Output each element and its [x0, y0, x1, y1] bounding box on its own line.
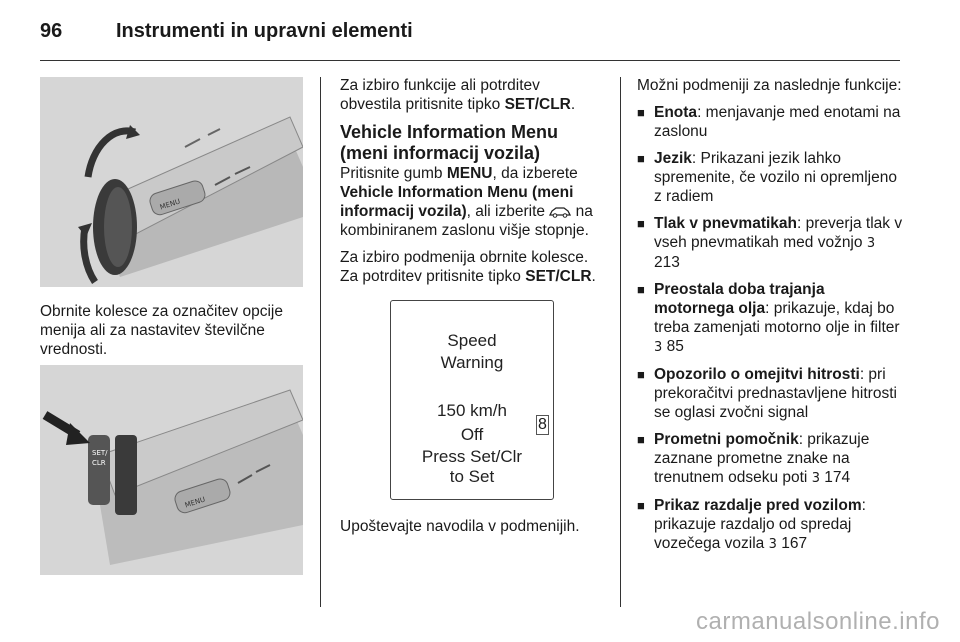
header-rule	[40, 60, 900, 61]
display-line-toset: to Set	[449, 467, 495, 486]
submenu-item-text: : Prikazani jezik lahko spremenite, če vozilo ni opremljeno z radiem	[654, 150, 897, 205]
page-ref-icon: 3	[654, 340, 663, 355]
submenu-item	[637, 214, 905, 272]
submenu-item	[637, 365, 905, 422]
submenu-paragraph: Za izbiro podmenija obrnite kolesce. Za potrditev pritisnite tipko SET/CLR.	[340, 249, 596, 285]
submenu-note	[340, 517, 605, 544]
submenu-item	[637, 149, 905, 206]
submenu-item-text: : pri prekoračitvi prednastavljene hitrosti se oglasi zvočni signal	[654, 366, 897, 421]
display-line-off: Off	[460, 425, 484, 444]
display-line-press: Press Set/Clr	[421, 447, 523, 466]
display-line-warning: Warning	[440, 353, 504, 372]
column-divider-2	[620, 77, 621, 607]
submenu-item-text: : prikazuje, kdaj bo treba zamenjati motorno olje in filter	[654, 300, 900, 336]
stalk-button-illustration	[40, 365, 303, 575]
menu-label-1: MENU	[158, 197, 182, 212]
menu-label-2: MENU	[183, 495, 207, 510]
submenu-item-term: Preostala doba trajanja motornega olja	[654, 281, 825, 317]
clr-label-2: CLR	[92, 459, 106, 467]
page-ref-number: 85	[666, 338, 684, 355]
submenu-item-term: Enota	[654, 104, 698, 121]
footer-watermark: carmanualsonline.info	[696, 608, 940, 635]
caption-column-1	[40, 302, 305, 367]
submenu-item-term: Prometni pomočnik	[654, 431, 799, 448]
display-side-mark: 8	[538, 416, 547, 433]
submenu-item-text: : preverja tlak v vseh pnevmatikah med vožnjo	[654, 215, 903, 251]
submenu-item-term: Jezik	[654, 150, 692, 167]
submenu-item-term: Tlak v pnevmatikah	[654, 215, 798, 232]
submenu-list	[637, 103, 905, 554]
submenu-item	[637, 103, 905, 141]
submenu-note-text: Upoštevajte navodila v podmenijih.	[340, 518, 580, 535]
page-ref-number: 167	[781, 535, 808, 552]
wheel-caption: Obrnite kolesce za označitev opcije menija ali za nastavitev številčne vrednosti.	[40, 303, 283, 358]
car-icon	[549, 206, 571, 218]
text-column-3	[637, 76, 905, 562]
display-line-value: 150 km/h	[437, 401, 507, 420]
page-number: 96	[40, 20, 63, 42]
submenu-item	[637, 496, 905, 554]
display-line-speed: Speed	[447, 331, 497, 350]
menu-paragraph: Pritisnite gumb MENU, da izberete Vehicle Information Menu (meni informacij vozila), ali izberite na kombiniranem zaslonu višje stopnje.	[340, 165, 593, 239]
submenu-item-text: : menjavanje med enotami na zaslonu	[654, 104, 901, 140]
submenu-item-text: : prikazuje razdaljo od spredaj vozečega vozila	[654, 497, 866, 552]
submenu-item	[637, 280, 905, 357]
column-divider-1	[320, 77, 321, 607]
select-paragraph: Za izbiro funkcije ali potrditev obvestila pritisnite tipko SET/CLR.	[340, 77, 576, 113]
page-title: Instrumenti in upravni elementi	[116, 20, 413, 42]
stalk-button-image	[40, 365, 303, 575]
section-heading: Vehicle Information Menu (meni informacij vozila)	[340, 122, 559, 163]
stalk-wheel-illustration	[40, 77, 303, 287]
set-label-2: SET/	[92, 449, 108, 457]
submenu-item-term: Prikaz razdalje pred vozilom	[654, 497, 862, 514]
submenu-item-text: : prikazuje zaznane prometne znake na trenutnem odseku poti	[654, 431, 870, 486]
submenu-intro: Možni podmeniji za naslednje funkcije:	[637, 77, 902, 94]
page-ref-icon: 3	[768, 537, 777, 552]
page-ref-number: 213	[654, 254, 680, 271]
page-ref-icon: 3	[811, 471, 820, 486]
speed-warning-display	[390, 300, 554, 500]
page-ref-icon: 3	[866, 236, 876, 251]
page-ref-number: 174	[824, 469, 851, 486]
submenu-item	[637, 430, 905, 488]
stalk-wheel-image	[40, 77, 303, 287]
text-column-2	[340, 76, 605, 294]
submenu-item-term: Opozorilo o omejitvi hitrosti	[654, 366, 860, 383]
